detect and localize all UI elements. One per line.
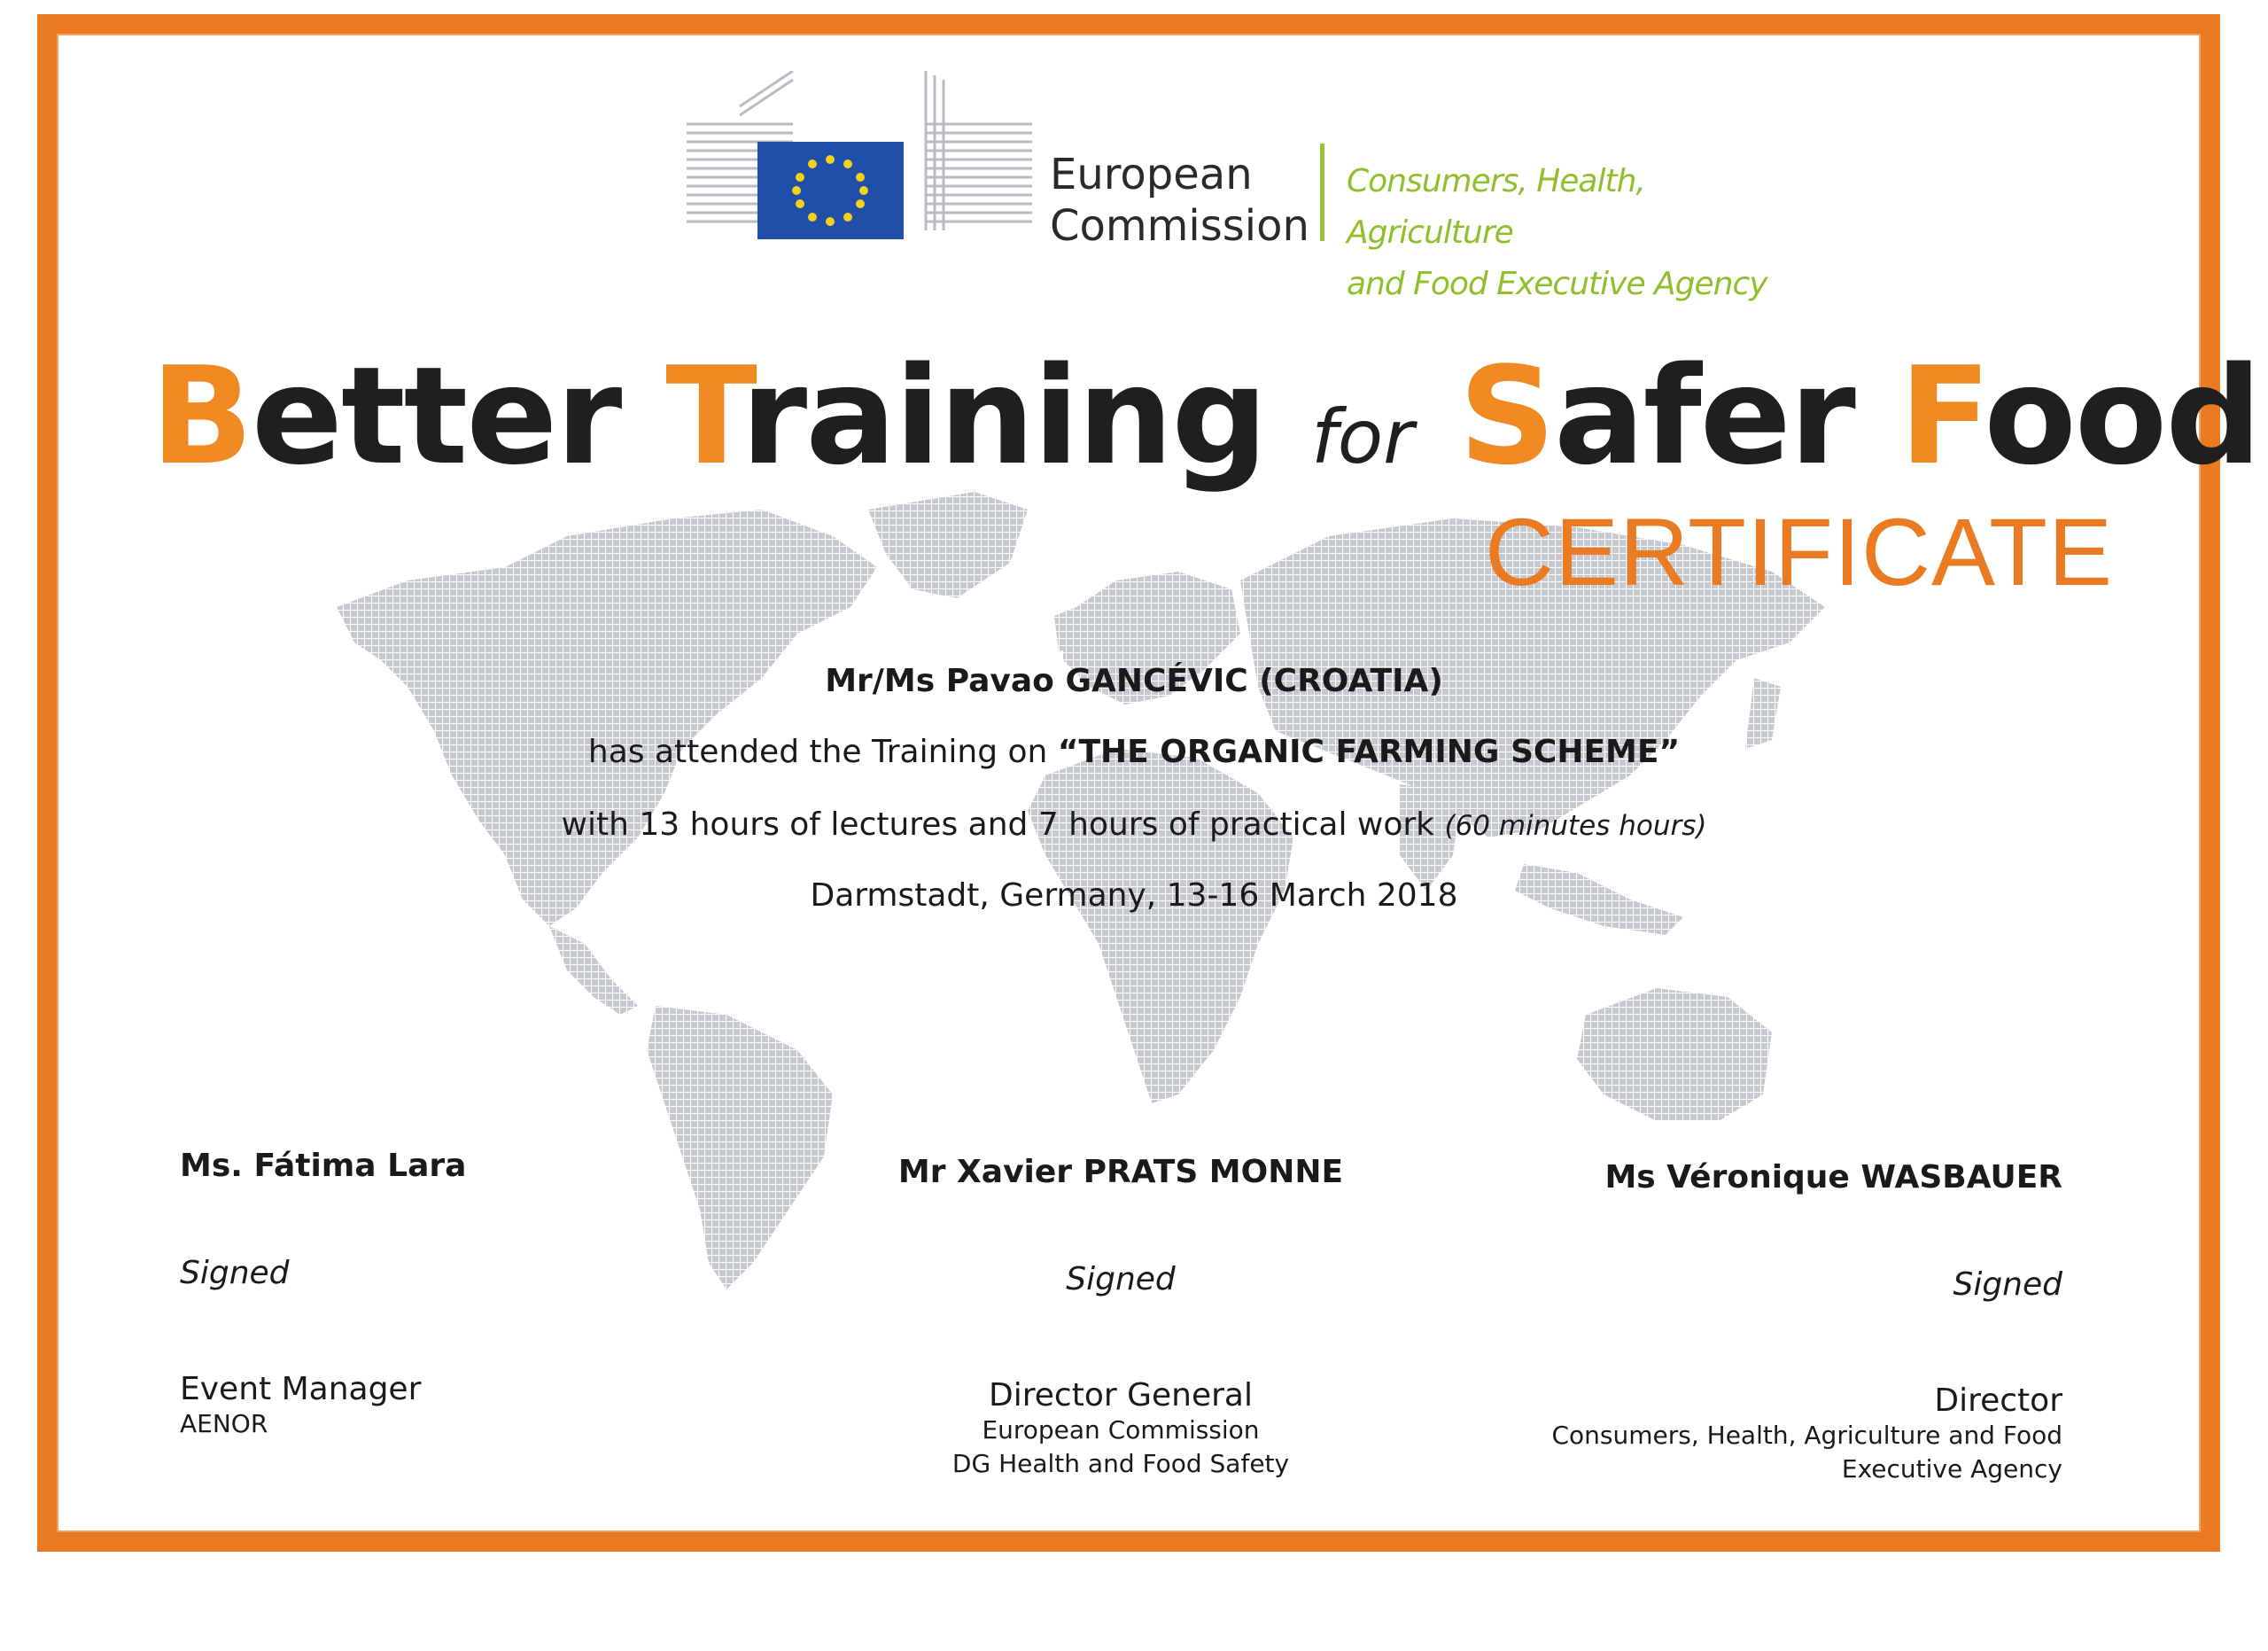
agency-name: [1347, 156, 1803, 310]
signatory-org-line2: DG Health and Food Safety: [951, 1449, 1290, 1478]
title-word-ood: ood: [1984, 338, 2261, 495]
title-word-raining: raining: [741, 338, 1267, 495]
agency-line1: Consumers, Health, Agriculture: [1347, 163, 1645, 251]
signature-signed: Signed: [1953, 1266, 2062, 1303]
signatory-org-line1: European Commission: [982, 1415, 1260, 1445]
ec-building-emblem: [687, 71, 1041, 248]
signature-signed: Signed: [1066, 1261, 1176, 1297]
hours-text: with 13 hours of lectures and 7 hours of practical work: [561, 806, 1445, 843]
signatory-org-line2: Executive Agency: [1841, 1454, 2062, 1484]
signatory-org-line1: AENOR: [180, 1409, 268, 1438]
certificate-subtitle: CERTIFICATE: [1484, 498, 2113, 605]
title-letter-f: F: [1899, 338, 1984, 495]
ec-org-line1: European: [1050, 150, 1253, 199]
logo-divider: [1320, 144, 1324, 241]
signatory-role: Director: [1934, 1382, 2062, 1419]
signatory-role: Director General: [989, 1377, 1253, 1413]
hours-line: [0, 806, 2268, 843]
certificate-title: [151, 337, 2261, 517]
signatory-name: Mr Xavier PRATS MONNE: [897, 1154, 1344, 1190]
signatory-org-line1: Consumers, Health, Agriculture and Food: [1551, 1421, 2062, 1450]
signatory-3: [1400, 1159, 2062, 1486]
attended-prefix: has attended the Training on: [587, 734, 1058, 770]
recipient-name: Mr/Ms Pavao GANCÉVIC (CROATIA): [825, 663, 1443, 699]
title-letter-t: T: [665, 338, 742, 495]
training-name: “THE ORGANIC FARMING SCHEME”: [1057, 734, 1681, 770]
title-letter-b: B: [151, 338, 252, 495]
signatory-2: [766, 1154, 1475, 1481]
ec-org-name: [1050, 149, 1309, 252]
attended-line: [0, 734, 2268, 770]
signature-signed: Signed: [180, 1255, 290, 1291]
ec-org-line2: Commission: [1050, 201, 1309, 251]
signatory-role: Event Manager: [180, 1371, 422, 1407]
signatory-name: Ms Véronique WASBAUER: [1604, 1159, 2062, 1195]
title-word-etter: etter: [251, 338, 621, 495]
title-letter-s: S: [1458, 338, 1555, 495]
signatory-1: [180, 1148, 800, 1441]
title-word-for: for: [1311, 393, 1414, 480]
agency-line2: and Food Executive Agency: [1347, 266, 1767, 302]
ec-logo: [687, 71, 1803, 302]
place-date: Darmstadt, Germany, 13-16 March 2018: [810, 877, 1458, 914]
signatory-name: Ms. Fátima Lara: [180, 1148, 467, 1184]
title-word-afer: afer: [1554, 338, 1854, 495]
hours-note: (60 minutes hours): [1444, 810, 1707, 842]
